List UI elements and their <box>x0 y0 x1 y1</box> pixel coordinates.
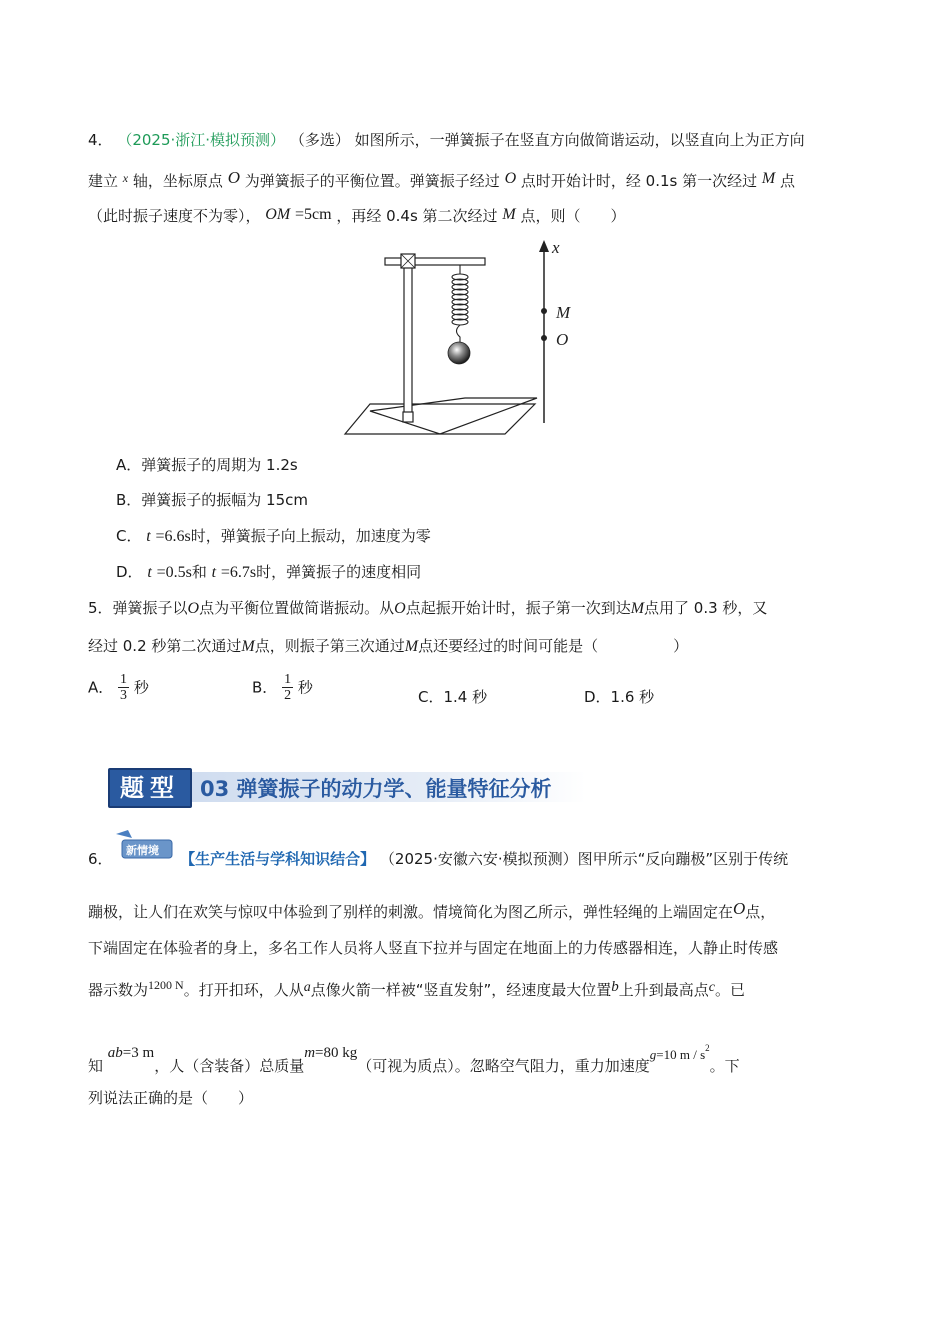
q5-text: 点，则振子第三次通过 <box>254 637 405 655</box>
point-O <box>541 335 547 341</box>
denominator: 2 <box>284 688 292 703</box>
q5-var-M: M <box>630 600 645 617</box>
q4-option-a[interactable]: A．弹簧振子的周期为 1.2s <box>116 456 298 474</box>
unit: 秒 <box>133 678 149 697</box>
q6-text: 点像火箭一样被“竖直发射”，经速度最大位置 <box>310 981 612 999</box>
q4-number: 4． <box>88 131 113 149</box>
q6-var-g: g <box>649 1047 657 1062</box>
option-label: A． <box>88 678 114 697</box>
option-label: C． <box>116 527 142 545</box>
var-t: t <box>146 528 151 545</box>
q4-text: ，再经 0.4s 第二次经过 <box>336 207 498 225</box>
q4-text: 点 <box>780 172 796 190</box>
q5-option-d[interactable]: D．1.6 秒 <box>584 688 655 706</box>
q4-text: 如图所示，一弹簧振子在竖直方向做简谐运动，以竖直向上为正方向 <box>354 131 805 149</box>
q4-var-M: M <box>502 206 516 223</box>
q4-var-x: x <box>122 171 129 185</box>
time-value: =6.7s <box>220 564 257 581</box>
q4-eq-OM: OM <box>265 206 291 223</box>
q5-text: 点为平衡位置做简谐振动。从 <box>199 599 395 617</box>
q4-source: （2025·浙江·模拟预测） <box>117 131 286 149</box>
q6-var-b: b <box>611 979 619 995</box>
q5-line2 <box>88 635 688 658</box>
option-label: D． <box>116 563 143 581</box>
q6-text: 点， <box>745 903 776 921</box>
q6-text: 上升到最高点 <box>618 981 709 999</box>
numerator: 1 <box>120 672 128 687</box>
spring-oscillator-figure <box>340 236 600 441</box>
q6-text: ，人（含装备）总质量 <box>154 1057 305 1075</box>
var-t: t <box>147 564 152 581</box>
q4-var-M: M <box>761 170 776 187</box>
q4-text: 为弹簧振子的平衡位置。弹簧振子经过 <box>244 172 500 190</box>
q6-text: 知 <box>88 1057 104 1075</box>
time-value: =0.5s <box>156 564 192 581</box>
q6-text: 。下 <box>709 1057 740 1075</box>
q4-line2 <box>88 167 795 192</box>
numerator: 1 <box>284 672 292 687</box>
q6-text: （2025·安徽六安·模拟预测）图甲所示“反向蹦极”区别于传统 <box>379 850 789 868</box>
q4-text: 点，则（ ） <box>520 207 626 225</box>
base-plate-outline <box>345 404 535 434</box>
spring <box>452 265 468 343</box>
q4-line3 <box>88 204 625 227</box>
q6-text: 蹦极，让人们在欢笑与惊叹中体验到了别样的刺激。情境简化为图乙所示，弹性轻绳的上端固定在 <box>88 903 734 921</box>
q5-text: 经过 0.2 秒第二次通过 <box>88 637 242 655</box>
q6-line5 <box>88 1037 740 1077</box>
q6-var-O: O <box>733 899 746 918</box>
denominator: 3 <box>120 688 128 703</box>
sensor-reading: 1200 N <box>148 978 184 992</box>
q4-text: 点时开始计时，经 0.1s 第一次经过 <box>520 172 758 190</box>
option-label: B． <box>252 678 278 697</box>
q4-text: （此时振子速度不为零）， <box>88 207 261 225</box>
q4-option-d[interactable] <box>116 561 421 584</box>
q6-var-ab: ab <box>107 1045 123 1061</box>
q5-var-O: O <box>394 600 406 617</box>
q6-ab-value: =3 m <box>122 1045 155 1061</box>
q5-line1 <box>88 597 767 620</box>
q4-line1 <box>88 129 805 151</box>
x-axis-label: x <box>552 238 560 257</box>
q6-line6: 列说法正确的是（ ） <box>88 1089 254 1107</box>
q5-var-M: M <box>241 638 255 655</box>
q4-text: 建立 <box>88 172 119 190</box>
q4-option-c[interactable] <box>116 525 431 548</box>
q6-line4 <box>88 974 745 1001</box>
fraction-one-half <box>282 672 293 703</box>
stand-pole <box>404 256 412 418</box>
option-text: 时，弹簧振子向上振动，加速度为零 <box>190 527 431 545</box>
q6-var-a: a <box>303 980 311 995</box>
point-M <box>541 308 547 314</box>
q6-g-value: =10 m / s <box>656 1047 706 1062</box>
option-text: 时，弹簧振子的速度相同 <box>256 563 422 581</box>
time-value: =6.6s <box>155 528 191 545</box>
q4-option-b[interactable]: B．弹簧振子的振幅为 15cm <box>116 491 309 509</box>
q4-text: 轴，坐标原点 <box>132 172 223 190</box>
q6-tag: 【生产生活与学科知识结合】 <box>180 850 376 868</box>
oscillator-ball <box>448 342 470 364</box>
q6-text: 。打开扣环，人从 <box>183 981 304 999</box>
badge-label: 新情境 <box>126 844 159 857</box>
q5-text: 点用了 0.3 秒，又 <box>644 599 768 617</box>
q5-text: 点起振开始计时，振子第一次到达 <box>405 599 631 617</box>
var-t: t <box>211 564 217 581</box>
q6-line2 <box>88 898 775 923</box>
q6-number: 6． <box>88 850 113 868</box>
q6-mass-value: =80 kg <box>315 1045 358 1061</box>
q4-var-O: O <box>227 168 240 187</box>
option-text: 和 <box>191 563 207 581</box>
q5-text: 5．弹簧振子以 <box>88 599 188 617</box>
q6-text: 。已 <box>714 981 745 999</box>
section-title: 03 弹簧振子的动力学、能量特征分析 <box>200 777 552 801</box>
fraction-one-third <box>118 672 129 703</box>
pole-foot <box>403 412 413 422</box>
q4-tag: （多选） <box>289 131 350 149</box>
q4-var-O: O <box>504 170 517 187</box>
x-axis-arrow <box>539 240 549 252</box>
section-badge: 题型 <box>108 768 192 808</box>
q6-line1 <box>88 848 788 870</box>
q5-text: 点还要经过的时间可能是（ ） <box>418 637 689 655</box>
q5-option-a[interactable] <box>88 672 149 703</box>
q5-var-M: M <box>404 638 419 655</box>
q4-eq-value: =5cm <box>294 206 332 223</box>
q6-line3: 下端固定在体验者的身上，多名工作人员将人竖直下拉并与固定在地面上的力传感器相连，人静止时传感 <box>88 939 779 957</box>
q5-option-c[interactable]: C．1.4 秒 <box>418 688 488 706</box>
q5-var-O: O <box>187 600 200 617</box>
q6-text: （可视为质点）。忽略空气阻力，重力加速度 <box>357 1057 650 1075</box>
label-M: M <box>556 303 571 322</box>
q6-text: 器示数为 <box>88 981 149 999</box>
label-O: O <box>556 330 569 349</box>
q6-var-m: m <box>304 1045 316 1061</box>
q6-var-c: c <box>708 980 715 995</box>
q6-g-exponent: 2 <box>705 1043 710 1053</box>
top-bar <box>385 258 485 265</box>
q5-option-b[interactable] <box>252 672 313 703</box>
unit: 秒 <box>297 678 313 697</box>
